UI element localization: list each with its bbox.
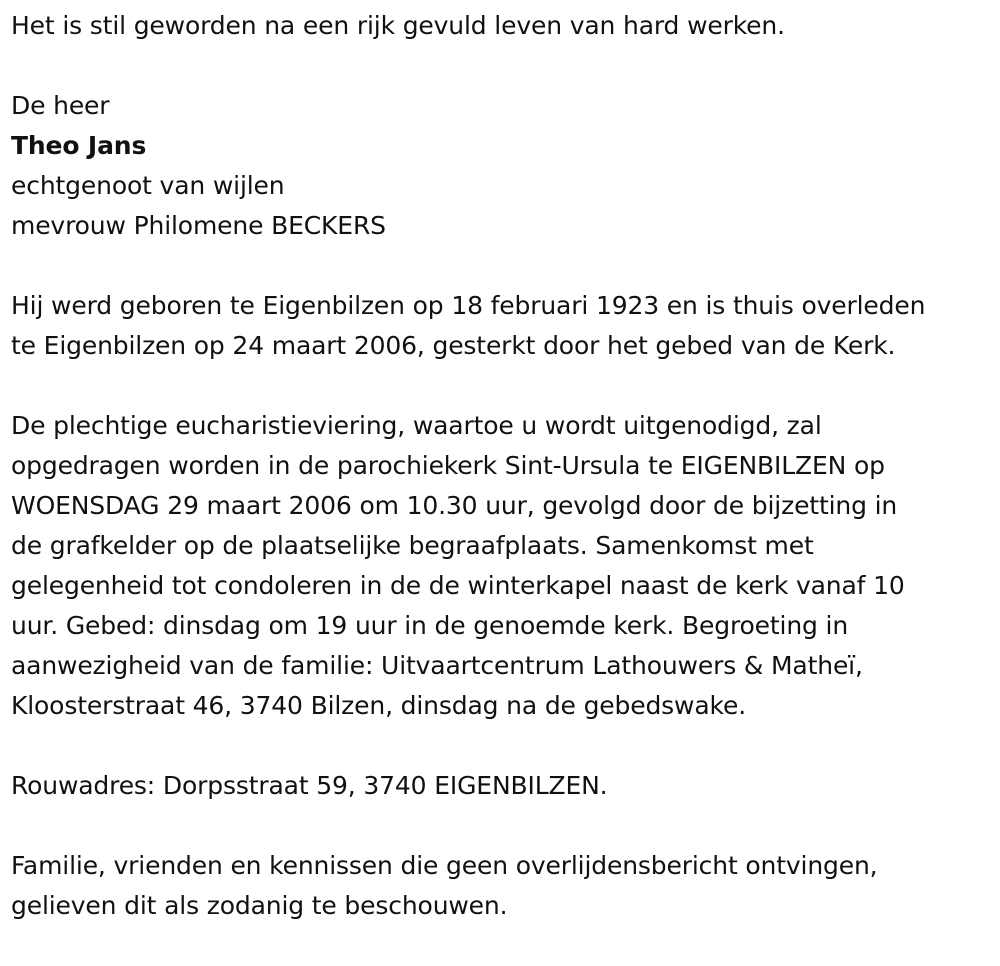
spacer	[11, 806, 996, 846]
paragraph-line: Kloosterstraat 46, 3740 Bilzen, dinsdag na de gebedswake.	[11, 691, 746, 720]
paragraph-line: de grafkelder op de plaatselijke begraafplaats. Samenkomst met	[11, 531, 814, 560]
paragraph-line: gelieven dit als zodanig te beschouwen.	[11, 891, 508, 920]
intro-text: Het is stil geworden na een rijk gevuld leven van hard werken.	[11, 11, 785, 40]
paragraph-line: aanwezigheid van de familie: Uitvaartcentrum Lathouwers & Matheï,	[11, 651, 863, 680]
deceased-name: Theo Jans	[11, 131, 147, 160]
spacer	[11, 726, 996, 766]
paragraph-line: opgedragen worden in de parochiekerk Sint-Ursula te EIGENBILZEN op	[11, 451, 885, 480]
paragraph-line: WOENSDAG 29 maart 2006 om 10.30 uur, gevolgd door de bijzetting in	[11, 491, 898, 520]
paragraph-line: gelegenheid tot condoleren in de de winterkapel naast de kerk vanaf 10	[11, 571, 905, 600]
paragraph-line: uur. Gebed: dinsdag om 19 uur in de genoemde kerk. Begroeting in	[11, 611, 849, 640]
spouse-line: echtgenoot van wijlen	[11, 171, 285, 200]
closing-paragraph	[11, 846, 996, 926]
paragraph-line: Familie, vrienden en kennissen die geen overlijdensbericht ontvingen,	[11, 851, 878, 880]
paragraph-line: te Eigenbilzen op 24 maart 2006, gesterkt door het gebed van de Kerk.	[11, 331, 896, 360]
salutation: De heer	[11, 91, 110, 120]
spouse-name: mevrouw Philomene BECKERS	[11, 211, 386, 240]
paragraph-line: De plechtige eucharistieviering, waartoe u wordt uitgenodigd, zal	[11, 411, 822, 440]
spacer	[11, 366, 996, 406]
birth-death-paragraph	[11, 286, 996, 366]
ceremony-paragraph	[11, 406, 996, 726]
mourning-address: Rouwadres: Dorpsstraat 59, 3740 EIGENBILZEN.	[11, 771, 608, 800]
paragraph-line: Hij werd geboren te Eigenbilzen op 18 februari 1923 en is thuis overleden	[11, 291, 926, 320]
death-notice	[11, 6, 996, 926]
spacer	[11, 246, 996, 286]
spacer	[11, 46, 996, 86]
